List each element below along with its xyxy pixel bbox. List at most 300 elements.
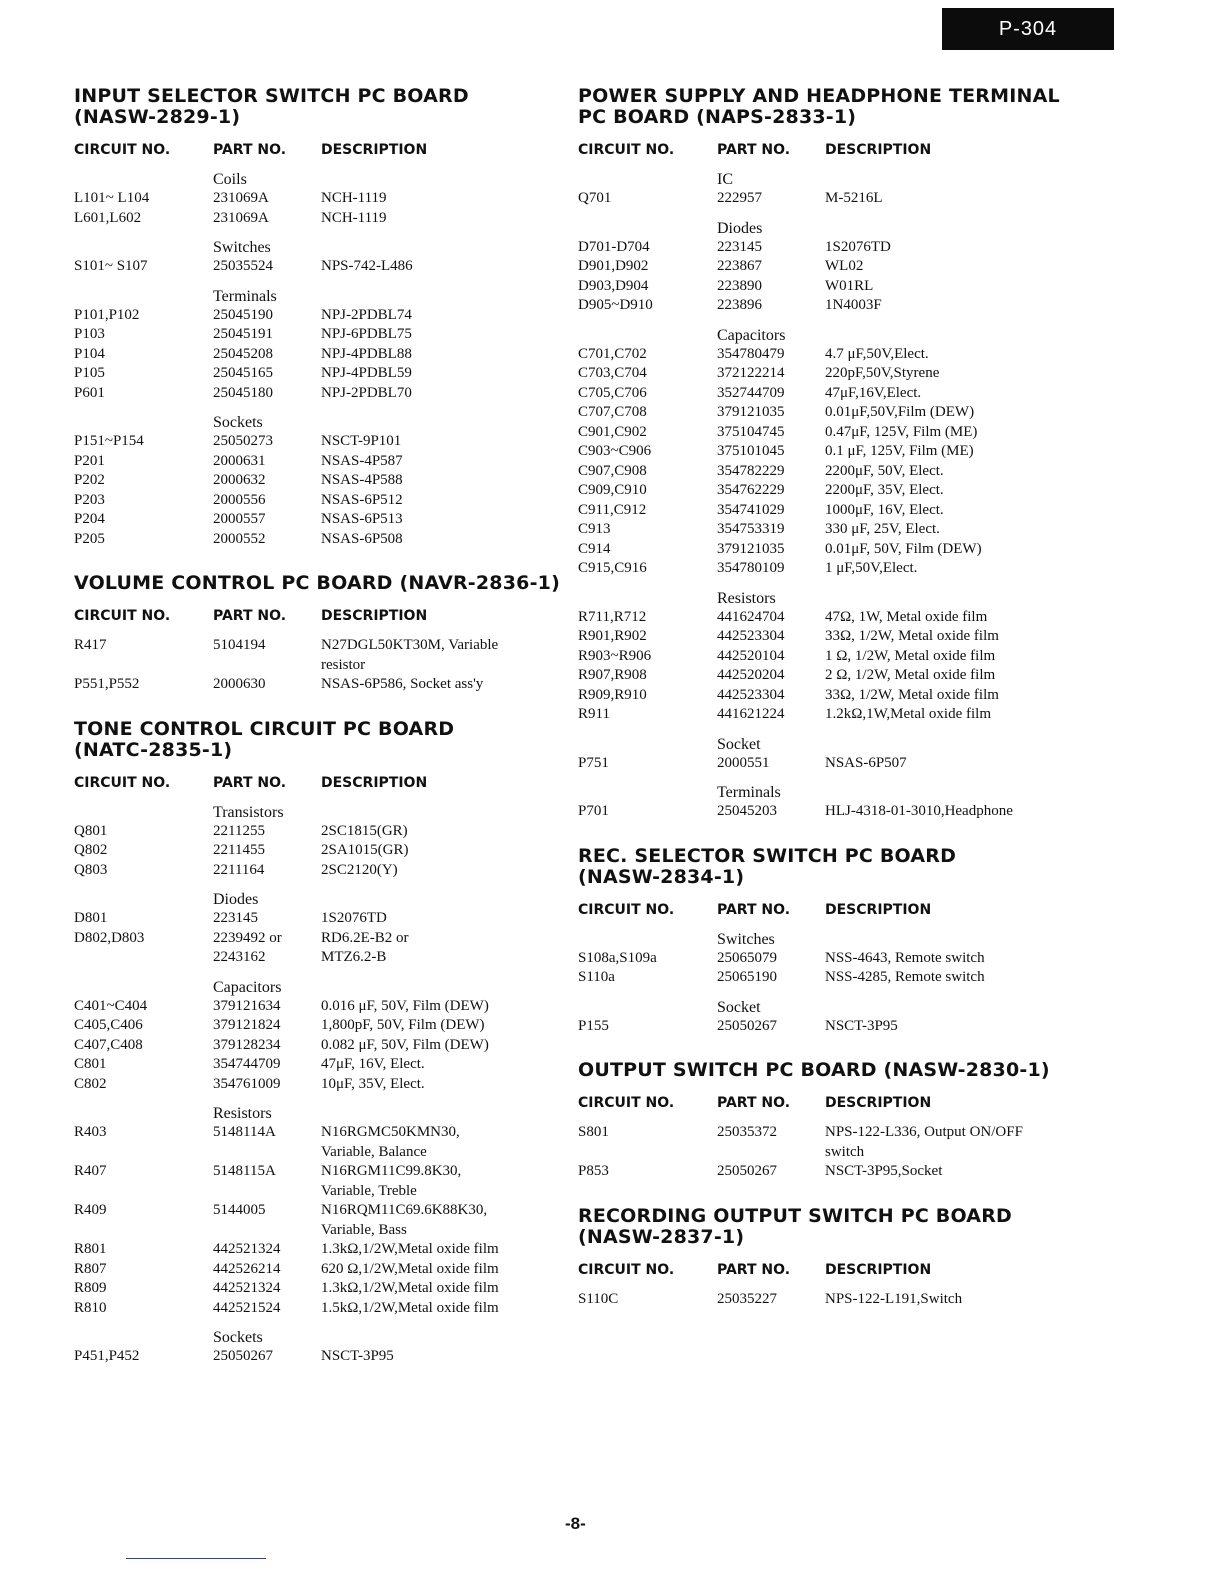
category-label: Switches	[213, 239, 271, 256]
description-cell: NPJ-2PDBL74	[321, 306, 412, 323]
parts-group	[578, 326, 1098, 579]
circuit-no-cell: C703,C704	[578, 365, 647, 381]
table-header	[578, 902, 1098, 918]
parts-group	[74, 890, 574, 968]
circuit-no-cell: R403	[74, 1124, 107, 1140]
section-title: INPUT SELECTOR SWITCH PC BOARD (NASW-2829-1)	[74, 85, 469, 128]
part-no-cell: 354741029	[717, 501, 785, 518]
category-label: Resistors	[717, 589, 776, 607]
part-no-cell: 223867	[717, 258, 762, 274]
parts-section	[578, 1060, 1098, 1182]
table-row	[74, 209, 574, 229]
header-cell: PART NO.	[717, 1095, 791, 1111]
page-code: P-304	[998, 17, 1058, 40]
circuit-no-cell: P601	[74, 384, 105, 401]
circuit-no-cell: R409	[74, 1202, 107, 1218]
circuit-no-cell: R407	[74, 1163, 107, 1179]
description-cell: 1 Ω, 1/2W, Metal oxide film	[825, 647, 996, 664]
table-row	[74, 1240, 574, 1260]
header-cell: CIRCUIT NO.	[578, 142, 675, 158]
table-header	[578, 1095, 1098, 1111]
header-cell: DESCRIPTION	[321, 774, 428, 791]
parts-group	[578, 998, 1098, 1037]
description-cell: N16RGM11C99.8K30, Variable, Treble	[321, 1163, 462, 1199]
circuit-no-cell: R809	[74, 1280, 107, 1296]
part-no-cell: 372122214	[717, 365, 785, 381]
description-cell: M-5216L	[825, 190, 883, 206]
table-row	[74, 1016, 574, 1036]
description-cell: 2SC2120(Y)	[321, 861, 398, 878]
description-cell: N16RGMC50KMN30, Variable, Balance	[321, 1124, 460, 1160]
description-cell: NPJ-2PDBL70	[321, 384, 412, 401]
category-label: Terminals	[213, 287, 277, 305]
circuit-no-cell: P204	[74, 511, 105, 527]
circuit-no-cell: C903~C906	[578, 443, 652, 459]
description-cell: 1N4003F	[825, 297, 882, 313]
part-no-cell: 354744709	[213, 1056, 281, 1072]
table-row	[74, 1036, 574, 1056]
table-row	[74, 997, 574, 1017]
description-cell: 47Ω, 1W, Metal oxide film	[825, 608, 988, 625]
part-no-cell: 354762229	[717, 482, 785, 498]
table-row	[578, 442, 1098, 462]
parts-group	[74, 287, 574, 404]
header-cell: PART NO.	[717, 1261, 791, 1278]
table-row	[578, 666, 1098, 686]
circuit-no-cell: P853	[578, 1163, 609, 1179]
table-row	[74, 1260, 574, 1280]
description-cell: 1000μF, 16V, Elect.	[825, 501, 944, 518]
table-row	[578, 257, 1098, 277]
table-row	[578, 384, 1098, 404]
part-no-cell: 231069A	[213, 209, 269, 226]
part-no-cell: 25045208	[213, 345, 273, 362]
part-no-cell: 2000631	[213, 452, 266, 469]
circuit-no-cell: C802	[74, 1075, 107, 1092]
table-row	[578, 481, 1098, 501]
table-row	[74, 1299, 574, 1319]
table-row	[74, 1162, 574, 1201]
table-row	[578, 802, 1098, 822]
table-row	[74, 345, 574, 365]
header-cell: DESCRIPTION	[825, 1095, 932, 1111]
header-cell: CIRCUIT NO.	[74, 142, 171, 158]
table-row	[578, 705, 1098, 725]
circuit-no-cell: C705,C706	[578, 384, 647, 401]
part-no-cell: 231069A	[213, 190, 269, 206]
part-no-cell: 441624704	[717, 608, 785, 625]
part-no-cell: 354780109	[717, 560, 785, 576]
table-row	[578, 501, 1098, 521]
circuit-no-cell: L601,L602	[74, 209, 142, 226]
circuit-no-cell: P701	[578, 803, 609, 819]
table-row	[578, 423, 1098, 443]
part-no-cell: 2000551	[717, 754, 770, 771]
table-row	[74, 636, 574, 675]
table-row	[578, 1123, 1098, 1162]
table-header	[578, 1262, 1098, 1278]
header-cell: CIRCUIT NO.	[74, 774, 171, 791]
table-row	[578, 754, 1098, 774]
table-row	[578, 189, 1098, 209]
section-title: RECORDING OUTPUT SWITCH PC BOARD (NASW-2837-1)	[578, 1204, 1013, 1248]
part-no-cell: 375101045	[717, 443, 785, 459]
description-cell: N27DGL50KT30M, Variable resistor	[321, 637, 499, 673]
category-label: Sockets	[213, 414, 263, 431]
parts-group	[74, 170, 574, 228]
circuit-no-cell: R807	[74, 1260, 107, 1277]
table-row	[74, 325, 574, 345]
table-row	[74, 384, 574, 404]
circuit-no-cell: C801	[74, 1056, 107, 1072]
part-no-cell: 5148115A	[213, 1163, 276, 1179]
description-cell: 0.082 μF, 50V, Film (DEW)	[321, 1036, 489, 1053]
section-title: OUTPUT SWITCH PC BOARD (NASW-2830-1)	[578, 1059, 1050, 1081]
table-row	[578, 1290, 1098, 1310]
description-cell: 1S2076TD	[321, 910, 387, 926]
table-row	[74, 822, 574, 842]
circuit-no-cell: S110a	[578, 969, 615, 985]
circuit-no-cell: Q701	[578, 190, 612, 206]
part-no-cell: 5148114A	[213, 1124, 276, 1140]
circuit-no-cell: P104	[74, 345, 105, 362]
description-cell: NSAS-6P507	[825, 754, 907, 771]
description-cell: 1 μF,50V,Elect.	[825, 560, 918, 576]
table-row	[74, 189, 574, 209]
part-no-cell: 2211164	[213, 861, 265, 878]
table-row	[578, 1162, 1098, 1182]
part-no-cell: 25035372	[717, 1124, 777, 1140]
circuit-no-cell: P201	[74, 452, 105, 469]
parts-group	[578, 589, 1098, 725]
header-cell: DESCRIPTION	[321, 608, 428, 624]
parts-section	[578, 1206, 1098, 1310]
header-cell: PART NO.	[213, 608, 287, 624]
header-cell: PART NO.	[717, 901, 791, 918]
table-row	[74, 432, 574, 452]
table-row	[74, 1075, 574, 1095]
circuit-no-cell: R903~R906	[578, 647, 652, 664]
table-row	[578, 364, 1098, 384]
description-cell: 1.5kΩ,1/2W,Metal oxide film	[321, 1299, 499, 1316]
table-row	[578, 559, 1098, 579]
table-row	[74, 929, 574, 968]
table-row	[74, 909, 574, 929]
description-cell: 1.3kΩ,1/2W,Metal oxide film	[321, 1280, 499, 1296]
description-cell: NPJ-4PDBL88	[321, 345, 412, 362]
description-cell: NCH-1119	[321, 209, 387, 226]
part-no-cell: 379128234	[213, 1036, 281, 1053]
table-row	[578, 627, 1098, 647]
description-cell: 47μF, 16V, Elect.	[321, 1056, 425, 1072]
part-no-cell: 5104194	[213, 637, 266, 653]
table-row	[74, 364, 574, 384]
description-cell: 2200μF, 35V, Elect.	[825, 482, 944, 498]
part-no-cell: 354780479	[717, 345, 785, 362]
parts-section	[74, 719, 574, 1367]
circuit-no-cell: S801	[578, 1124, 609, 1140]
parts-group	[74, 1328, 574, 1367]
parts-group	[74, 803, 574, 881]
table-header	[74, 142, 574, 158]
parts-group	[74, 413, 574, 549]
parts-group	[578, 219, 1098, 316]
part-no-cell: 354761009	[213, 1075, 281, 1092]
circuit-no-cell: S108a,S109a	[578, 949, 657, 966]
circuit-no-cell: D901,D902	[578, 258, 649, 274]
category-label: Switches	[717, 930, 775, 948]
part-no-cell: 379121634	[213, 997, 281, 1014]
parts-group	[578, 1123, 1098, 1182]
circuit-no-cell: C913	[578, 521, 611, 537]
header-cell: DESCRIPTION	[825, 1261, 932, 1278]
circuit-no-cell: R417	[74, 637, 107, 653]
part-no-cell: 2000557	[213, 511, 266, 527]
table-row	[578, 462, 1098, 482]
circuit-no-cell: R901,R902	[578, 628, 647, 644]
table-row	[74, 861, 574, 881]
header-cell: DESCRIPTION	[321, 142, 428, 158]
table-row	[74, 471, 574, 491]
category-label: Resistors	[213, 1105, 272, 1122]
part-no-cell: 25045190	[213, 306, 273, 323]
description-cell: NSAS-6P508	[321, 530, 403, 547]
section-title: VOLUME CONTROL PC BOARD (NAVR-2836-1)	[74, 572, 560, 594]
header-cell: DESCRIPTION	[825, 142, 932, 158]
section-title: TONE CONTROL CIRCUIT PC BOARD (NATC-2835-1)	[74, 717, 455, 761]
part-no-cell: 2000630	[213, 676, 266, 692]
description-cell: NPS-122-L191,Switch	[825, 1290, 963, 1307]
parts-group	[578, 170, 1098, 209]
circuit-no-cell: R909,R910	[578, 686, 647, 703]
parts-group	[74, 1104, 574, 1318]
header-cell: PART NO.	[213, 774, 287, 791]
circuit-no-cell: S101~ S107	[74, 258, 148, 274]
header-cell: PART NO.	[213, 142, 287, 158]
description-cell: 1.2kΩ,1W,Metal oxide film	[825, 706, 991, 722]
parts-section	[578, 846, 1098, 1037]
description-cell: NCH-1119	[321, 190, 387, 206]
category-label: Diodes	[717, 219, 763, 237]
circuit-no-cell: P751	[578, 754, 609, 771]
header-cell: CIRCUIT NO.	[74, 608, 171, 624]
table-row	[74, 452, 574, 472]
description-cell: NPJ-6PDBL75	[321, 326, 412, 342]
table-row	[74, 841, 574, 861]
description-cell: N16RQM11C69.6K88K30, Variable, Bass	[321, 1202, 488, 1238]
description-cell: 4.7 μF,50V,Elect.	[825, 345, 929, 362]
circuit-no-cell: C914	[578, 540, 611, 557]
part-no-cell: 379121035	[717, 540, 785, 557]
circuit-no-cell: C907,C908	[578, 462, 647, 479]
description-cell: 33Ω, 1/2W, Metal oxide film	[825, 686, 999, 703]
part-no-cell: 442521324	[213, 1241, 281, 1257]
part-no-cell: 442520204	[717, 667, 785, 683]
description-cell: RD6.2E-B2 or MTZ6.2-B	[321, 929, 409, 965]
description-cell: W01RL	[825, 277, 874, 294]
circuit-no-cell: C701,C702	[578, 345, 647, 362]
category-label: Terminals	[717, 784, 781, 801]
description-cell: WL02	[825, 258, 864, 274]
part-no-cell: 442523304	[717, 628, 785, 644]
circuit-no-cell: Q801	[74, 822, 108, 839]
category-label: Capacitors	[717, 326, 786, 344]
circuit-no-cell: P105	[74, 365, 105, 381]
part-no-cell: 25045180	[213, 384, 273, 401]
description-cell: 0.01μF, 50V, Film (DEW)	[825, 540, 982, 557]
description-cell: 0.016 μF, 50V, Film (DEW)	[321, 997, 489, 1014]
table-row	[578, 647, 1098, 667]
parts-group	[578, 783, 1098, 822]
table-row	[578, 345, 1098, 365]
description-cell: 1S2076TD	[825, 238, 891, 255]
header-cell: CIRCUIT NO.	[578, 901, 675, 918]
description-cell: 2SA1015(GR)	[321, 842, 409, 858]
circuit-no-cell: D905~D910	[578, 297, 653, 313]
part-no-cell: 25050267	[717, 1017, 777, 1034]
category-label: Diodes	[213, 891, 259, 908]
description-cell: 33Ω, 1/2W, Metal oxide film	[825, 628, 999, 644]
description-cell: NSAS-4P588	[321, 472, 403, 488]
table-row	[578, 1017, 1098, 1037]
header-cell: DESCRIPTION	[825, 901, 932, 918]
category-label: IC	[717, 171, 733, 188]
circuit-no-cell: Q803	[74, 861, 108, 878]
description-cell: 10μF, 35V, Elect.	[321, 1075, 425, 1092]
circuit-no-cell: R711,R712	[578, 608, 647, 625]
description-cell: 220pF,50V,Styrene	[825, 365, 940, 381]
part-no-cell: 25035227	[717, 1290, 777, 1307]
description-cell: NSCT-3P95,Socket	[825, 1163, 943, 1179]
table-row	[578, 686, 1098, 706]
header-cell: PART NO.	[717, 142, 791, 158]
circuit-no-cell: P451,P452	[74, 1348, 140, 1364]
description-cell: NSAS-4P587	[321, 452, 403, 469]
part-no-cell: 223145	[213, 910, 258, 926]
description-cell: NPS-742-L486	[321, 258, 413, 274]
part-no-cell: 25065079	[717, 949, 777, 966]
table-header	[74, 775, 574, 791]
part-no-cell: 379121035	[717, 404, 785, 420]
circuit-no-cell: S110C	[578, 1290, 619, 1307]
description-cell: 2 Ω, 1/2W, Metal oxide film	[825, 667, 996, 683]
part-no-cell: 25050273	[213, 433, 273, 449]
circuit-no-cell: C911,C912	[578, 501, 647, 518]
circuit-no-cell: P202	[74, 472, 105, 488]
description-cell: NSAS-6P513	[321, 511, 403, 527]
category-label: Sockets	[213, 1329, 263, 1346]
description-cell: 0.01μF,50V,Film (DEW)	[825, 404, 975, 420]
circuit-no-cell: C909,C910	[578, 482, 647, 498]
description-cell: HLJ-4318-01-3010,Headphone	[825, 803, 1013, 819]
circuit-no-cell: R810	[74, 1299, 107, 1316]
part-no-cell: 2211255	[213, 822, 265, 839]
circuit-no-cell: P155	[578, 1017, 609, 1034]
part-no-cell: 442521524	[213, 1299, 281, 1316]
parts-section	[74, 86, 574, 549]
table-row	[74, 1201, 574, 1240]
description-cell: NPJ-4PDBL59	[321, 365, 412, 381]
circuit-no-cell: Q802	[74, 842, 108, 858]
table-row	[74, 1123, 574, 1162]
table-row	[74, 530, 574, 550]
description-cell: 1.3kΩ,1/2W,Metal oxide film	[321, 1241, 499, 1257]
part-no-cell: 222957	[717, 190, 762, 206]
section-title: REC. SELECTOR SWITCH PC BOARD (NASW-2834-1)	[578, 844, 957, 888]
part-no-cell: 2239492 or 2243162	[213, 929, 282, 965]
part-no-cell: 25045165	[213, 365, 273, 381]
header-cell: CIRCUIT NO.	[578, 1261, 675, 1278]
part-no-cell: 442526214	[213, 1260, 281, 1277]
description-cell: 2SC1815(GR)	[321, 822, 408, 839]
circuit-no-cell: P103	[74, 326, 105, 342]
circuit-no-cell: C901,C902	[578, 423, 647, 440]
description-cell: NSAS-6P512	[321, 491, 403, 508]
table-row	[74, 257, 574, 277]
circuit-no-cell: R911	[578, 706, 610, 722]
part-no-cell: 354782229	[717, 462, 785, 479]
description-cell: 0.47μF, 125V, Film (ME)	[825, 423, 978, 440]
part-no-cell: 25045191	[213, 326, 273, 342]
description-cell: NSS-4285, Remote switch	[825, 969, 985, 985]
part-no-cell: 223890	[717, 277, 762, 294]
part-no-cell: 442520104	[717, 647, 785, 664]
table-row	[74, 491, 574, 511]
table-header	[578, 142, 1098, 158]
table-row	[74, 1055, 574, 1075]
category-label: Capacitors	[213, 978, 282, 996]
category-label: Socket	[717, 998, 761, 1016]
circuit-no-cell: L101~ L104	[74, 190, 150, 206]
part-no-cell: 2211455	[213, 842, 265, 858]
right-column	[578, 86, 1098, 1333]
table-row	[578, 403, 1098, 423]
description-cell: NSAS-6P586, Socket ass'y	[321, 676, 484, 692]
part-no-cell: 5144005	[213, 1202, 266, 1218]
parts-group	[74, 636, 574, 695]
footer-rule	[126, 1558, 266, 1559]
description-cell: NSCT-9P101	[321, 433, 402, 449]
page-code-tag	[942, 8, 1114, 50]
parts-group	[578, 930, 1098, 988]
section-title: POWER SUPPLY AND HEADPHONE TERMINAL PC BOARD (NAPS-2833-1)	[578, 85, 1060, 128]
circuit-no-cell: R801	[74, 1241, 107, 1257]
category-label: Coils	[213, 171, 247, 188]
parts-group	[578, 1290, 1098, 1310]
description-cell: NPS-122-L336, Output ON/OFF switch	[825, 1124, 1023, 1160]
part-no-cell: 442523304	[717, 686, 785, 703]
description-cell: 620 Ω,1/2W,Metal oxide film	[321, 1260, 499, 1277]
parts-group	[74, 238, 574, 277]
category-label: Socket	[717, 735, 761, 753]
circuit-no-cell: D701-D704	[578, 238, 650, 255]
table-row	[578, 296, 1098, 316]
part-no-cell: 352744709	[717, 384, 785, 401]
part-no-cell: 441621224	[717, 706, 785, 722]
table-row	[74, 1279, 574, 1299]
part-no-cell: 2000556	[213, 491, 266, 508]
table-row	[578, 238, 1098, 258]
description-cell: 47μF,16V,Elect.	[825, 384, 922, 401]
table-row	[578, 540, 1098, 560]
part-no-cell: 442521324	[213, 1280, 281, 1296]
table-row	[578, 968, 1098, 988]
table-row	[74, 306, 574, 326]
circuit-no-cell: D801	[74, 910, 108, 926]
part-no-cell: 25050267	[213, 1348, 273, 1364]
parts-section	[578, 86, 1098, 822]
part-no-cell: 375104745	[717, 423, 785, 440]
